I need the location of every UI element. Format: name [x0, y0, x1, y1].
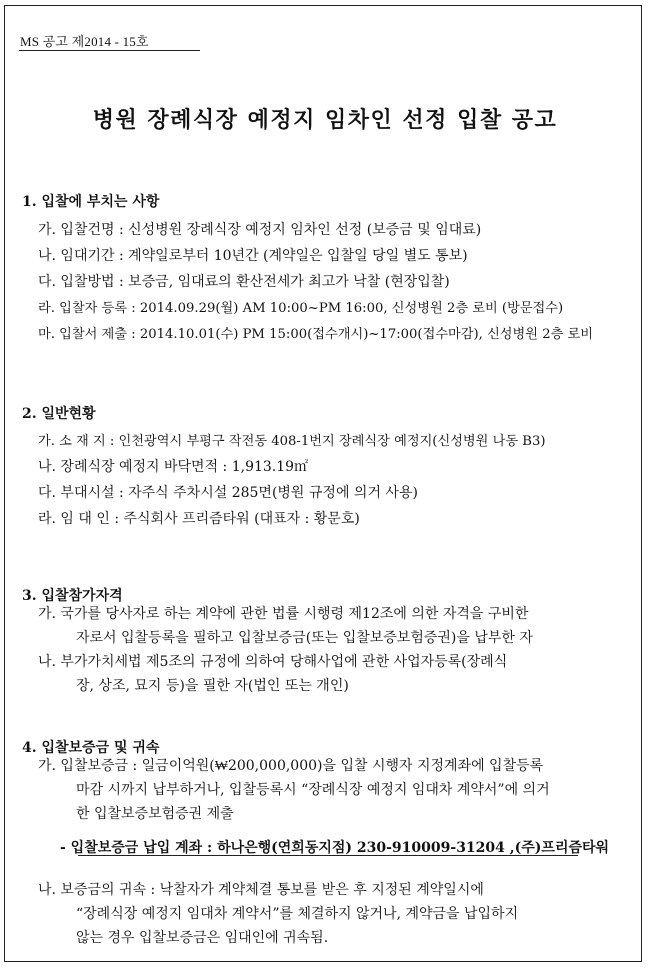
deposit-account-underline: [78, 855, 578, 856]
section-4-item-continued: 한 입찰보증보험증권 제출: [76, 806, 234, 822]
page-title: 병원 장례식장 예정지 임차인 선정 입찰 공고: [92, 107, 558, 133]
section-1-item: 라. 입찰자 등록 : 2014.09.29(월) AM 10:00~PM 16:00, 신성병원 2층 로비 (방문접수): [38, 301, 564, 316]
section-1-item: 마. 입찰서 제출 : 2014.10.01(수) PM 15:00(접수개시)~17:00(접수마감), 신성병원 2층 로비: [38, 327, 594, 342]
section-3-item-continued: 장, 상조, 묘지 등)을 필한 자(법인 또는 개인): [76, 678, 349, 694]
notice-number: MS 공고 제2014 - 15호: [20, 34, 149, 49]
section-2-item: 나. 장례식장 예정지 바닥면적 : 1,913.19㎡: [38, 459, 309, 475]
section-1-item: 나. 임대기간 : 계약일로부터 10년간 (계약일은 입찰일 당일 별도 통보): [38, 248, 468, 264]
notice-number-underline: [19, 50, 200, 51]
section-4-item-continued: 않는 경우 입찰보증금은 임대인에 귀속됨.: [76, 930, 329, 946]
section-4-item: 가. 입찰보증금 : 일금이억원(₩200,000,000)을 입찰 시행자 지정계좌에 입찰등록: [38, 758, 544, 774]
deposit-account-line: - 입찰보증금 납입 계좌 : 하나은행(연희동지점) 230-910009-31204 ,(주)프리즘타워: [60, 840, 610, 856]
section-2-heading: 2. 일반현황: [22, 406, 96, 422]
section-4-item-continued: 마감 시까지 납부하거나, 입찰등록시 “장례식장 예정지 임대차 계약서”에 의거: [76, 782, 550, 798]
section-1-heading: 1. 입찰에 부치는 사항: [22, 194, 160, 210]
section-1-item: 다. 입찰방법 : 보증금, 임대료의 환산전세가 최고가 낙찰 (현장입찰): [38, 274, 450, 290]
section-3-heading: 3. 입찰참가자격: [22, 588, 123, 604]
section-4-heading: 4. 입찰보증금 및 귀속: [22, 740, 160, 756]
section-3-item-continued: 자로서 입찰등록을 필하고 입찰보증금(또는 입찰보증보험증권)을 납부한 자: [76, 630, 533, 646]
section-4-item: 나. 보증금의 귀속 : 낙찰자가 계약체결 통보를 받은 후 지정된 계약일시에: [38, 882, 484, 898]
section-3-item: 나. 부가가치세법 제5조의 규정에 의하여 당해사업에 관한 사업자등록(장례식: [38, 654, 508, 670]
section-2-item: 가. 소 재 지 : 인천광역시 부평구 작전동 408-1번지 장례식장 예정지(신성병원 나동 B3): [38, 434, 546, 449]
section-3-item: 가. 국가를 당사자로 하는 계약에 관한 법률 시행령 제12조에 의한 자격을 구비한: [38, 606, 529, 622]
section-4-item-continued: “장례식장 예정지 임대차 계약서”를 체결하지 않거나, 계약금을 납입하지: [76, 906, 519, 922]
section-2-item: 다. 부대시설 : 자주식 주차시설 285면(병원 규정에 의거 사용): [38, 485, 418, 501]
section-2-item: 라. 임 대 인 : 주식회사 프리즘타워 (대표자 : 황문호): [38, 511, 360, 527]
section-1-item: 가. 입찰건명 : 신성병원 장례식장 예정지 임차인 선정 (보증금 및 임대료): [38, 222, 482, 238]
